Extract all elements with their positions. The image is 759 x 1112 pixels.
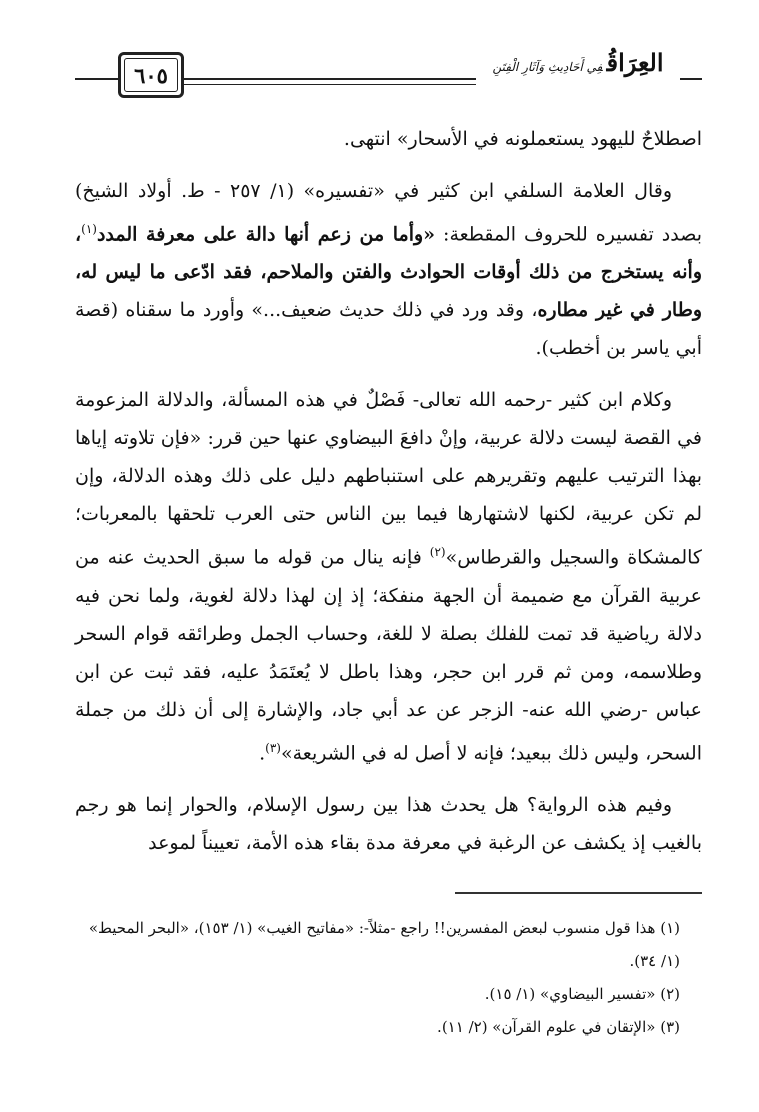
paragraph-2-intro: وقال العلامة السلفي ابن كثير في «تفسيره» (١/ ٢٥٧ - ط. أولاد الشيخ) بصدد تفسيره للحروف المقطعة: <box>75 180 702 246</box>
paragraph-2 <box>75 172 702 367</box>
main-text <box>75 120 702 862</box>
paragraph-3-end: . <box>259 741 266 764</box>
paragraph-1 <box>75 120 702 158</box>
running-title-sub: فِي أَحَادِيثِ وَآثَارِ الْفِتَنِ <box>492 60 603 74</box>
header-rule-left <box>75 78 118 80</box>
footnote-3: (٣) «الإتقان في علوم القرآن» (٢/ ١١). <box>437 1018 680 1036</box>
footnote-ref-2: (٢) <box>429 545 446 560</box>
page-number <box>118 52 184 98</box>
running-title <box>478 48 678 77</box>
paragraph-2-quote: «وأما من زعم أنها دالة على معرفة المدد <box>96 223 436 246</box>
page-header <box>0 0 759 110</box>
paragraph-4-text: وفيم هذه الرواية؟ هل يحدث هذا بين رسول الإسلام، والحوار إنما هو رجم بالغيب إذ يكشف عن الرغبة في معرفة مدة بقاء هذه الأمة، تعييناً لموعد <box>75 793 702 854</box>
footnote-1: (١) هذا قول منسوب لبعض المفسرين!! راجع -مثلاً-: «مفاتيح الغيب» (١/ ١٥٣)، «البحر المحيط» (١/ ٣٤). <box>88 919 680 970</box>
paragraph-3-part-b: فإنه ينال من قوله ما سبق الحديث عنه من عربية القرآن مع ضميمة أن الجهة منفكة؛ إذ إن لهذا دلالة لغوية، ولما نحن فيه دلالة رياضية قد تمت للفلك بصلة لا للغة، وحساب الجمل وطرائقه قوام السحر وطلاسمه، ومن ثم قرر ابن حجر، وهذا باطل لا يُعتَمَدُ عليه، فقد ثبت عن ابن عباس -رضي الله عنه- الزجر عن عد أبي جاد، والإشارة إلى أن ذلك من جملة السحر، وليس ذلك ببعيد؛ فإنه لا أصل له في الشريعة» <box>75 546 702 764</box>
running-title-main: العِرَاقُ <box>606 48 664 77</box>
header-rule-middle-thin <box>184 84 476 85</box>
footnote-separator <box>455 892 702 894</box>
footnote-2: (٢) «تفسير البيضاوي» (١/ ١٥). <box>484 985 680 1003</box>
footnotes <box>75 912 702 1044</box>
paragraph-2-quote-continued: ، وأنه يستخرج من ذلك أوقات الحوادث والفتن والملاحم، فقد ادّعى ما ليس له، وطار في غير مطاره <box>75 223 702 322</box>
paragraph-3 <box>75 381 702 772</box>
paragraph-3-part-a: وكلام ابن كثير -رحمه الله تعالى- فَصْلٌ في هذه المسألة، والدلالة المزعومة في القصة ليست دلالة عربية، وإنْ دافعَ البيضاوي عنها حين قرر: «فإن تلاوته إياها بهذا الترتيب عليهم وتقريرهم على استنباطهم دليل على ذلك وهذه الدلالة، وإن لم تكن عربية، لكنها لاشتهارها فيما بين الناس حتى العرب تلحقها بالمعربات؛ كالمشكاة والسجيل والقرطاس» <box>75 389 702 569</box>
footnote-ref-1: (١) <box>81 222 97 236</box>
header-rule-middle <box>184 78 476 80</box>
paragraph-4 <box>75 786 702 862</box>
paragraph-2-tail: ، وقد ورد في ذلك حديث ضعيف...» وأورد ما سقناه (قصة أبي ياسر بن أخطب). <box>75 299 702 360</box>
paragraph-1-text: اصطلاحٌ لليهود يستعملونه في الأسحار» انتهى. <box>343 128 702 150</box>
page-number-text: ٦٠٥ <box>134 62 168 88</box>
header-rule-right <box>680 78 702 80</box>
footnote-ref-3: (٣) <box>265 740 281 755</box>
